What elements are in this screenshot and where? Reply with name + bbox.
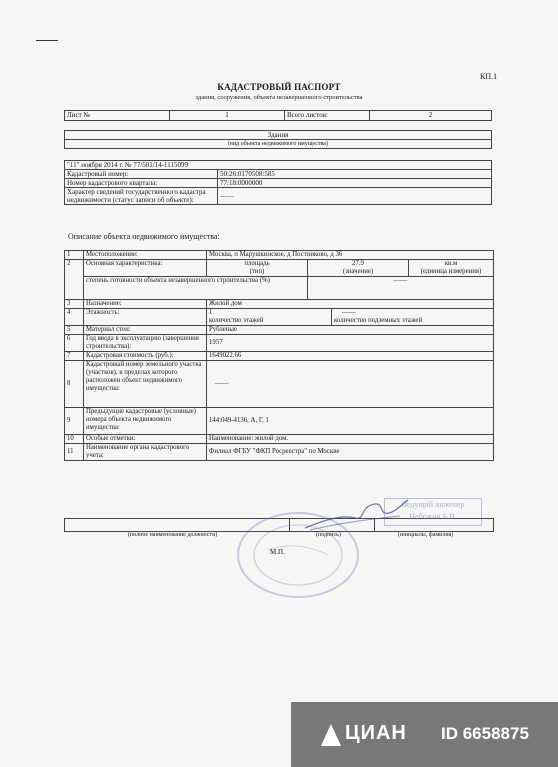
area-label: площадь [244,260,270,267]
cadastral-number-value: 50:26:0170508:585 [218,170,492,179]
wall-material-label: Материал стен: [84,326,207,335]
unit-value: кв.м [444,260,458,267]
date-number: "11" ноября 2014 г. № 77/501/14-1115099 [65,161,492,170]
sign-caption: (подпись) [316,532,341,538]
status-label: Характер сведений государственного кадастра недвижимости (статус записи об объекте): [65,188,218,205]
object-type-value: Здания [65,131,492,140]
row-number: 5 [65,326,84,335]
cadastral-number-label: Кадастровый номер: [65,170,218,179]
area-type-caption: (тип) [249,268,265,275]
area-type-cell [207,260,308,277]
floors-cell [207,309,494,326]
form-code: КП.1 [480,72,498,81]
row-number: 4 [65,309,84,326]
document-title: КАДАСТРОВЫЙ ПАСПОРТ [217,82,341,92]
purpose-value: Жилой дом [207,300,494,309]
land-plot-label: Кадастровый номер земельного участка (участков), в пределах которого расположен объект недвижимого имущества: [84,361,207,408]
name-caption: (инициалы, фамилия) [398,532,454,538]
margin-mark [36,40,58,41]
stamp-line-1: Ведущий инженер [401,500,465,509]
cadastral-value-label: Кадастровая стоимость (руб.): [84,352,207,361]
special-notes-value: Наименование: жилой дом. [207,435,494,444]
sheet-label: Лист № [65,111,170,121]
description-table [64,250,494,461]
area-value-caption: (значение) [342,268,374,275]
purpose-label: Назначение: [84,300,207,309]
row-number: 1 [65,251,84,260]
total-sheets: 2 [370,111,492,121]
location-value: Москва, п Марушкинское, д Постниково, д 36 [207,251,494,260]
commissioning-year-value: 1957 [207,335,494,352]
registration-body-label: Наименование органа кадастрового учета: [84,444,207,461]
banner-brand: ЦИАН [345,722,407,744]
unit-cell [409,260,494,277]
main-characteristic-label: Основная характеристика: [84,260,207,277]
row-number: 3 [65,300,84,309]
info-table [64,160,492,205]
land-plot-value: —— [207,361,494,408]
row-number: 2 [65,260,84,300]
location-label: Местоположение: [84,251,207,260]
total-sheets-label: Всего листов: [285,111,370,121]
cadastral-value: 1649022.66 [207,352,494,361]
registration-body-value: Филиал ФГБУ "ФКП Росреестра" по Москве [207,444,494,461]
cian-house-icon [321,724,341,746]
row-number: 10 [65,435,84,444]
row-number: 7 [65,352,84,361]
stamp-place-mark: М.П. [270,548,285,556]
position-caption: (полное наименование должности) [128,532,218,538]
wall-material-value: Рубленые [207,326,494,335]
area-value: 27.9 [352,260,364,267]
special-notes-label: Особые отметки: [84,435,207,444]
signature-scribble-icon [300,494,410,534]
underground-caption: количество подземных этажей [334,317,423,324]
sheet-table [64,110,492,121]
quarter-number-value: 77:18:0000000 [218,179,492,188]
description-title: Описание объекта недвижимого имущества: [68,232,220,241]
sheet-number: 1 [170,111,285,121]
readiness-value: —— [308,277,494,300]
object-type-table [64,130,492,149]
banner-listing-id: ID 6658875 [441,724,529,743]
document-subtitle: здания, сооружения, объекта незавершенного строительства [195,94,363,101]
status-value: —— [218,188,492,205]
underground-block [332,309,493,325]
unit-caption: (единица измерения) [420,268,482,275]
floors-caption: количество этажей [209,317,264,324]
row-number: 6 [65,335,84,352]
commissioning-year-label: Год ввода в эксплуатацию (завершения строительства): [84,335,207,352]
readiness-label: степень готовности объекта незавершенного строительства (%) [84,277,308,300]
object-type-caption: (вид объекта недвижимого имущества) [65,140,492,149]
previous-numbers-value: 144:049-4136, А, Г, 1 [207,408,494,435]
area-value-cell [308,260,409,277]
stamp-line-2: Небожин Б.В. [409,512,457,521]
previous-numbers-label: Предыдущие кадастровые (условные) номера объекта недвижимого имущества: [84,408,207,435]
row-number: 11 [65,444,84,461]
watermark-banner [291,702,558,767]
floors-count: 1 [209,309,213,316]
underground-count: —— [342,309,356,316]
row-number: 8 [65,361,84,408]
quarter-number-label: Номер кадастрового квартала: [65,179,218,188]
row-number: 9 [65,408,84,435]
floors-label: Этажность: [84,309,207,326]
floors-count-block [207,309,332,325]
